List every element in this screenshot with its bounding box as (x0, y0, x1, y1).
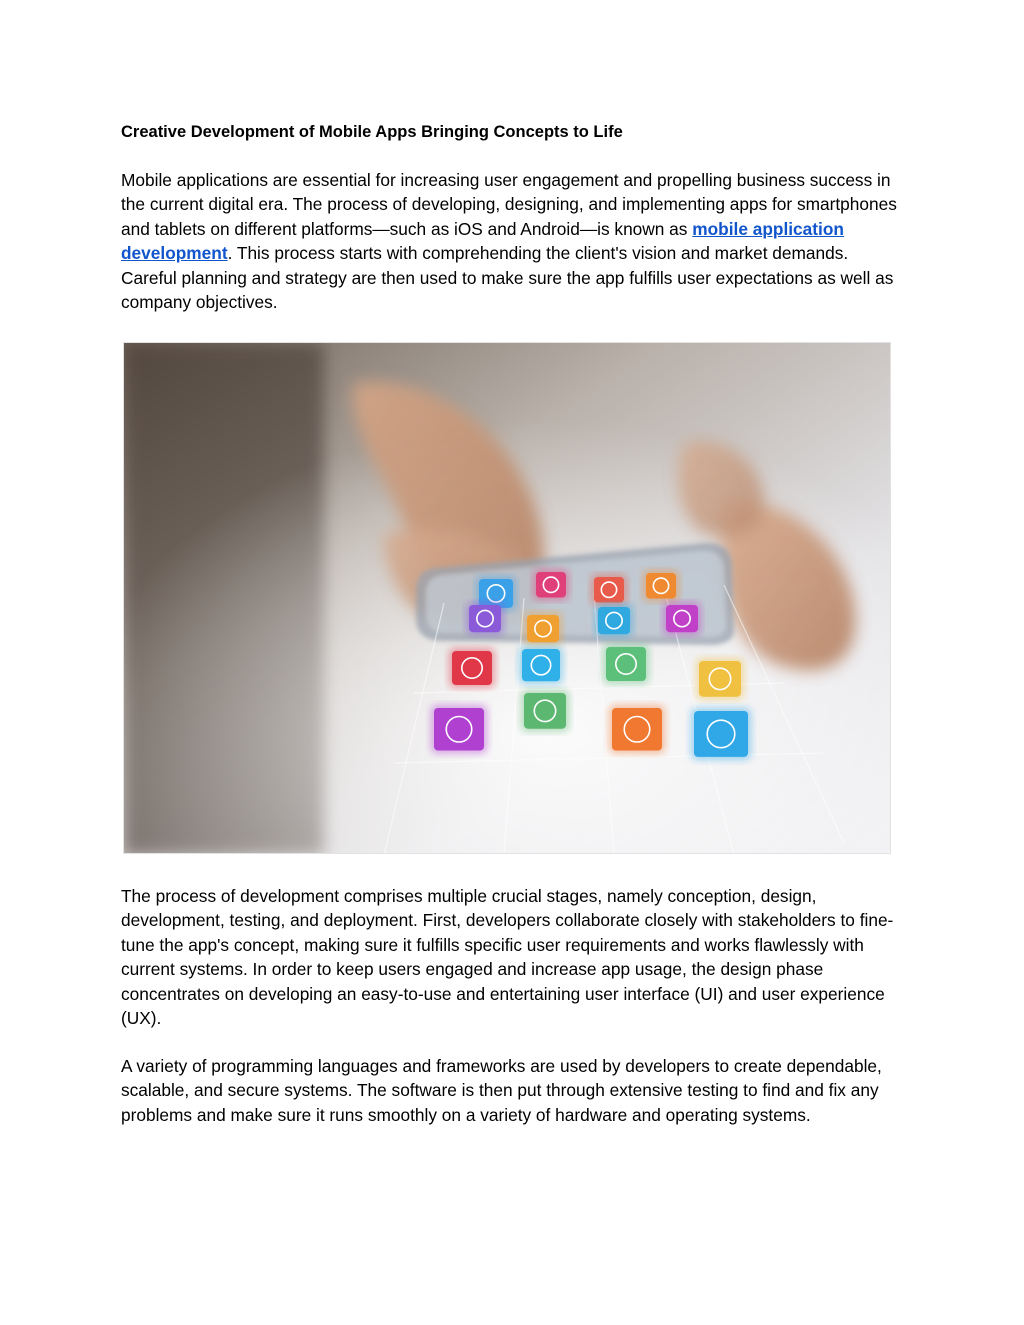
mobile-app-development-link[interactable]: mobile application development (121, 218, 844, 264)
app-icon (527, 615, 559, 642)
app-icon (699, 661, 741, 697)
app-icon (594, 577, 624, 603)
app-icon (666, 605, 698, 632)
phone-with-app-icons-illustration (124, 343, 891, 854)
app-icon (598, 607, 630, 634)
app-icon (469, 605, 501, 632)
app-icon (536, 572, 566, 598)
mobile-apps-photo (123, 342, 891, 854)
app-icon (452, 651, 492, 685)
intro-text-after-link: . This process starts with comprehending the client's vision and market demands. Careful planning and strategy are then used to make sure the app fulfills user expectations as well as company objectives. (121, 243, 894, 313)
app-icon (522, 649, 560, 681)
app-icon (612, 708, 662, 751)
development-stages-paragraph: The process of development comprises multiple crucial stages, namely conception, design, development, testing, and deployment. First, developers collaborate closely with stakeholders to fine-tune the app's concept, making sure it fulfills specific user requirements and works flawlessly with current systems. In order to keep users engaged and increase app usage, the design phase concentrates on developing an easy-to-use and entertaining user interface (UI) and user experience (UX). (121, 886, 894, 1029)
app-icon (524, 693, 566, 729)
intro-text-before-link: Mobile applications are essential for increasing user engagement and propelling business success in the current digital era. The process of developing, designing, and implementing apps for smartphones and tablets on different platforms—such as iOS and Android—is known as (121, 170, 897, 239)
document-title: Creative Development of Mobile Apps Bringing Concepts to Life (121, 123, 623, 141)
intro-paragraph (121, 168, 906, 314)
app-icon (434, 708, 484, 751)
testing-paragraph: A variety of programming languages and frameworks are used by developers to create dependable, scalable, and secure systems. The software is then put through extensive testing to find and fix any problems and make sure it runs smoothly on a variety of hardware and operating systems. (121, 1056, 882, 1125)
app-icon (606, 647, 646, 681)
app-icon (646, 573, 676, 599)
app-icon (694, 711, 748, 757)
